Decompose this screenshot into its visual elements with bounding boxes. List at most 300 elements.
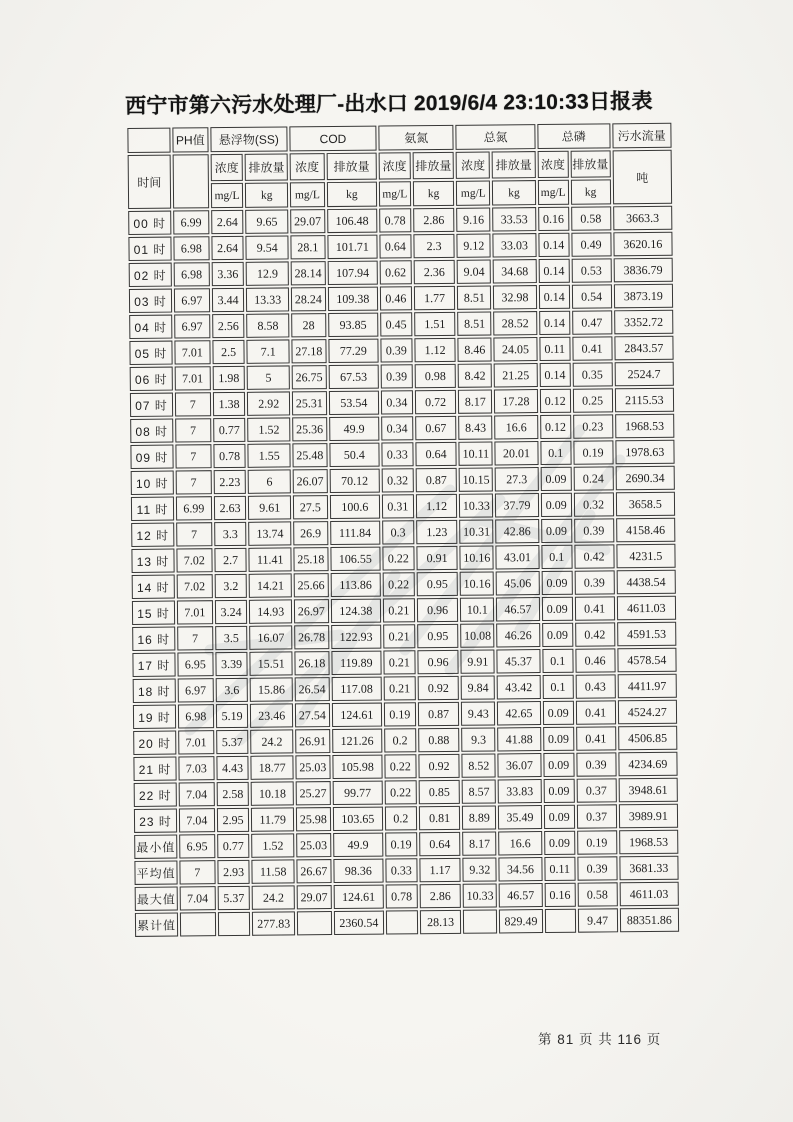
cell: 9.04 (457, 259, 491, 283)
cell: 2.3 (413, 234, 455, 258)
cell: 1968.53 (615, 414, 675, 439)
row-label: 12 时 (131, 523, 174, 547)
cell: 0.78 (379, 208, 411, 232)
cell: 26.75 (292, 365, 327, 389)
cell: 2.7 (214, 548, 247, 572)
row-label: 22 时 (134, 783, 177, 807)
cell: 3948.61 (618, 778, 678, 803)
cell: 10.18 (251, 781, 294, 805)
row-label: 13 时 (131, 549, 174, 573)
row-label: 累计值 (135, 913, 178, 937)
cell: 6.95 (179, 834, 215, 858)
cell: 10.11 (459, 441, 493, 465)
cell (386, 910, 418, 934)
cell: 43.42 (497, 675, 541, 699)
cell: 113.86 (330, 573, 380, 597)
cell: 10.1 (460, 597, 494, 621)
cell: 23.46 (250, 703, 293, 727)
cell: 34.56 (499, 857, 543, 881)
cell: 7 (176, 470, 212, 494)
cell: 70.12 (329, 469, 379, 493)
cell: 1.38 (213, 392, 246, 416)
cell: 45.06 (496, 571, 540, 595)
row-label: 08 时 (130, 419, 173, 443)
cell: 0.92 (418, 754, 460, 778)
cell: 15.86 (250, 677, 293, 701)
cell: 0.25 (572, 388, 612, 412)
row-label: 18 时 (133, 679, 176, 703)
cell: 36.07 (498, 753, 542, 777)
header-concentration: 浓度 (290, 153, 325, 180)
cell: 0.33 (385, 858, 417, 882)
table-row (129, 336, 673, 365)
cell: 0.67 (415, 416, 457, 440)
table-row (131, 544, 675, 573)
cell: 24.2 (250, 729, 293, 753)
cell: 0.1 (542, 675, 573, 699)
cell: 21.25 (494, 363, 538, 387)
cell: 26.91 (295, 729, 330, 753)
cell: 50.4 (329, 443, 379, 467)
cell: 0.45 (380, 312, 412, 336)
header-unit-mgl: mg/L (538, 180, 569, 205)
row-label: 最小值 (134, 835, 177, 859)
cell: 20.01 (495, 441, 539, 465)
cell: 0.33 (381, 442, 413, 466)
table-row (132, 648, 676, 677)
cell: 15.51 (250, 651, 293, 675)
table-row (134, 804, 678, 833)
cell: 0.37 (576, 804, 616, 828)
header-unit-kg: kg (245, 182, 288, 207)
cell: 0.12 (540, 389, 571, 413)
cell: 0.39 (380, 338, 412, 362)
cell: 49.9 (333, 833, 383, 857)
table-row (135, 882, 679, 911)
cell: 0.95 (417, 624, 459, 648)
cell: 8.46 (458, 337, 492, 361)
cell: 8.17 (458, 389, 492, 413)
cell: 13.33 (246, 287, 289, 311)
row-label: 10 时 (131, 471, 174, 495)
cell: 33.53 (492, 207, 536, 231)
table-row (129, 284, 673, 313)
cell: 0.42 (575, 622, 615, 646)
cell: 0.41 (572, 336, 612, 360)
cell: 0.96 (417, 598, 459, 622)
cell: 33.83 (498, 779, 542, 803)
table-row (134, 778, 678, 807)
header-flow: 污水流量 (612, 123, 672, 149)
table-row (133, 700, 677, 729)
cell: 0.58 (571, 206, 611, 230)
cell: 7.03 (178, 756, 214, 780)
cell: 100.6 (330, 495, 380, 519)
cell: 7.02 (176, 548, 212, 572)
cell: 0.21 (383, 598, 415, 622)
cell: 106.55 (330, 547, 380, 571)
row-label: 11 时 (131, 497, 174, 521)
row-label: 17 时 (132, 653, 175, 677)
cell: 0.09 (544, 805, 575, 829)
cell: 0.46 (380, 286, 412, 310)
cell: 3836.79 (613, 258, 673, 283)
header-unit-kg: kg (492, 180, 536, 205)
cell: 8.42 (458, 363, 492, 387)
cell: 0.1 (542, 649, 573, 673)
cell: 121.26 (332, 729, 382, 753)
cell: 117.08 (331, 677, 381, 701)
cell: 17.28 (494, 389, 538, 413)
cell: 6 (248, 469, 291, 493)
cell: 0.09 (543, 701, 574, 725)
row-label: 19 时 (133, 705, 176, 729)
cell: 1.98 (212, 366, 245, 390)
row-label: 02 时 (129, 263, 172, 287)
cell: 0.21 (383, 650, 415, 674)
cell: 0.14 (539, 311, 570, 335)
cell (297, 911, 332, 935)
cell: 0.72 (415, 390, 457, 414)
cell: 0.31 (382, 494, 414, 518)
cell: 9.65 (245, 209, 288, 233)
cell: 10.33 (459, 493, 493, 517)
cell: 7 (175, 392, 211, 416)
cell: 0.42 (574, 544, 614, 568)
cell: 9.91 (461, 649, 495, 673)
cell: 24.05 (494, 337, 538, 361)
table-row (133, 726, 677, 755)
cell: 25.27 (296, 781, 331, 805)
cell: 8.58 (246, 313, 289, 337)
row-label: 20 时 (133, 731, 176, 755)
cell: 7.01 (174, 340, 210, 364)
cell: 13.74 (248, 521, 291, 545)
cell: 16.07 (249, 625, 292, 649)
cell: 25.98 (296, 807, 331, 831)
cell: 6.98 (174, 262, 210, 286)
cell: 28.13 (420, 910, 462, 934)
header-ph: PH值 (172, 127, 208, 152)
row-label: 03 时 (129, 289, 172, 313)
cell: 2.58 (216, 782, 249, 806)
cell: 0.12 (540, 415, 571, 439)
cell: 1.12 (416, 494, 458, 518)
cell: 3.2 (214, 574, 247, 598)
cell: 5.19 (216, 704, 249, 728)
cell: 26.18 (294, 651, 329, 675)
cell: 28 (291, 313, 326, 337)
cell: 8.51 (458, 311, 492, 335)
cell: 0.53 (571, 258, 611, 282)
cell: 16.6 (498, 831, 542, 855)
cell: 1.12 (414, 338, 456, 362)
cell: 4231.5 (616, 544, 676, 569)
header-flow-unit: 吨 (612, 150, 672, 205)
cell: 27.18 (291, 339, 326, 363)
cell: 2.23 (213, 470, 246, 494)
table-row (128, 232, 672, 261)
header-unit-mgl: mg/L (211, 183, 244, 208)
cell: 46.57 (499, 883, 543, 907)
cell: 0.98 (414, 364, 456, 388)
cell: 1.51 (414, 312, 456, 336)
cell: 25.48 (292, 443, 327, 467)
cell: 0.22 (382, 546, 414, 570)
table-row (134, 830, 678, 859)
report-sheet (125, 85, 681, 939)
cell: 7.04 (180, 886, 216, 910)
cell: 5.37 (216, 730, 249, 754)
table-row (131, 492, 675, 521)
cell: 29.07 (290, 209, 325, 233)
cell: 6.97 (174, 288, 210, 312)
cell: 0.35 (572, 362, 612, 386)
cell: 10.08 (461, 623, 495, 647)
cell: 11.41 (249, 547, 292, 571)
cell: 49.9 (329, 417, 379, 441)
cell: 2.5 (212, 340, 245, 364)
cell: 6.98 (178, 704, 214, 728)
header-concentration: 浓度 (456, 152, 490, 179)
cell: 9.84 (461, 675, 495, 699)
cell (545, 909, 576, 933)
cell: 25.03 (295, 755, 330, 779)
cell: 0.78 (386, 884, 418, 908)
table-row (130, 388, 674, 417)
table-body (128, 206, 679, 937)
row-label: 01 时 (128, 237, 171, 261)
cell: 0.41 (576, 726, 616, 750)
cell: 7.04 (179, 808, 215, 832)
cell: 3.5 (215, 626, 248, 650)
cell: 1968.53 (619, 830, 679, 855)
table-row (133, 752, 677, 781)
cell: 5 (247, 365, 290, 389)
cell: 4578.54 (617, 648, 677, 673)
header-unit-mgl: mg/L (456, 180, 490, 205)
header-group-ss: 悬浮物(SS) (210, 126, 288, 152)
cell: 43.01 (496, 545, 540, 569)
cell: 14.21 (249, 573, 292, 597)
table-row (133, 674, 677, 703)
cell: 0.47 (572, 310, 612, 334)
cell: 46.57 (496, 597, 540, 621)
cell: 0.09 (544, 831, 575, 855)
cell: 88351.86 (620, 908, 680, 933)
cell: 0.19 (577, 830, 617, 854)
cell: 124.61 (332, 703, 382, 727)
cell: 10.16 (460, 571, 494, 595)
cell: 0.09 (543, 779, 574, 803)
cell: 7.1 (247, 339, 290, 363)
cell: 7 (176, 522, 212, 546)
cell: 2360.54 (334, 911, 384, 935)
cell: 0.24 (573, 466, 613, 490)
cell: 0.11 (539, 337, 570, 361)
header-group-nh3: 氨氮 (378, 125, 454, 151)
cell: 10.31 (460, 519, 494, 543)
row-label: 15 时 (132, 601, 175, 625)
cell: 9.47 (577, 908, 617, 932)
cell: 5.37 (217, 886, 250, 910)
cell: 1.77 (414, 286, 456, 310)
row-label: 平均值 (134, 861, 177, 885)
cell: 107.94 (327, 261, 377, 285)
cell: 4.43 (216, 756, 249, 780)
cell: 3681.33 (619, 856, 679, 881)
cell: 1.55 (248, 443, 291, 467)
cell (463, 909, 497, 933)
cell: 6.95 (177, 652, 213, 676)
table-row (130, 414, 674, 443)
cell: 0.1 (541, 545, 572, 569)
cell: 2.95 (217, 808, 250, 832)
cell: 7 (175, 444, 211, 468)
header-emission: 排放量 (492, 151, 536, 178)
cell: 0.1 (540, 441, 571, 465)
cell: 0.77 (213, 418, 246, 442)
cell: 26.97 (294, 599, 329, 623)
header-unit-mgl: mg/L (379, 181, 411, 206)
row-label: 16 时 (132, 627, 175, 651)
cell: 7 (177, 626, 213, 650)
cell: 0.23 (573, 414, 613, 438)
cell: 0.39 (577, 856, 617, 880)
header-emission: 排放量 (412, 152, 454, 179)
row-label: 14 时 (132, 575, 175, 599)
cell: 0.22 (384, 754, 416, 778)
header-group-tp: 总磷 (537, 123, 610, 149)
row-label: 09 时 (130, 445, 173, 469)
cell: 2.92 (247, 391, 290, 415)
cell: 122.93 (331, 625, 381, 649)
cell: 2.86 (419, 884, 461, 908)
row-label: 07 时 (130, 393, 173, 417)
cell: 3352.72 (614, 310, 674, 335)
cell: 6.98 (173, 236, 209, 260)
cell: 0.09 (541, 493, 572, 517)
cell: 9.12 (457, 233, 491, 257)
cell: 3.36 (211, 262, 244, 286)
cell: 35.49 (498, 805, 542, 829)
table-row (132, 622, 676, 651)
cell: 33.03 (493, 233, 537, 257)
cell: 8.51 (457, 285, 491, 309)
table-row (132, 570, 676, 599)
cell: 0.58 (577, 882, 617, 906)
cell: 0.21 (383, 624, 415, 648)
cell: 9.3 (462, 727, 496, 751)
cell: 0.85 (418, 780, 460, 804)
cell: 0.39 (576, 752, 616, 776)
cell: 14.93 (249, 599, 292, 623)
cell: 25.31 (292, 391, 327, 415)
cell: 0.09 (543, 727, 574, 751)
cell: 4524.27 (618, 700, 678, 725)
cell: 0.19 (384, 702, 416, 726)
cell: 0.87 (415, 468, 457, 492)
cell: 0.39 (574, 518, 614, 542)
cell: 4506.85 (618, 726, 678, 751)
cell: 111.84 (330, 521, 380, 545)
cell: 277.83 (252, 911, 295, 935)
cell: 32.98 (493, 285, 537, 309)
cell: 16.6 (494, 415, 538, 439)
cell: 0.64 (379, 234, 411, 258)
cell: 101.71 (327, 235, 377, 259)
table-row (131, 518, 675, 547)
cell: 25.03 (296, 833, 331, 857)
cell: 2.64 (211, 236, 244, 260)
header-concentration: 浓度 (537, 151, 568, 178)
cell: 0.09 (541, 571, 572, 595)
cell: 0.11 (544, 857, 575, 881)
header-corner-cell (127, 128, 170, 153)
header-group-cod: COD (289, 126, 376, 152)
cell: 0.41 (575, 700, 615, 724)
cell: 93.85 (328, 313, 378, 337)
cell (180, 912, 216, 936)
cell: 24.2 (252, 885, 295, 909)
cell: 3989.91 (619, 804, 679, 829)
cell: 0.88 (418, 728, 460, 752)
cell: 9.32 (463, 857, 497, 881)
cell: 0.19 (573, 440, 613, 464)
cell: 37.79 (495, 493, 539, 517)
cell: 6.99 (176, 496, 212, 520)
cell: 0.32 (573, 492, 613, 516)
cell: 3873.19 (614, 284, 674, 309)
cell: 53.54 (329, 391, 379, 415)
row-label: 21 时 (133, 757, 176, 781)
cell: 0.3 (382, 520, 414, 544)
cell: 106.48 (327, 209, 377, 233)
cell: 0.09 (543, 753, 574, 777)
cell: 42.65 (497, 701, 541, 725)
cell: 45.37 (497, 649, 541, 673)
table-row (135, 908, 679, 937)
cell: 7.04 (179, 782, 215, 806)
cell: 7.01 (177, 600, 213, 624)
cell: 9.61 (248, 495, 291, 519)
cell: 109.38 (328, 287, 378, 311)
cell: 26.78 (294, 625, 329, 649)
cell: 3.39 (215, 652, 248, 676)
cell: 0.46 (575, 648, 615, 672)
cell: 27.5 (293, 495, 328, 519)
cell: 1.52 (251, 833, 294, 857)
cell: 0.22 (385, 780, 417, 804)
cell: 7.02 (177, 574, 213, 598)
cell: 0.14 (538, 233, 569, 257)
cell: 8.57 (462, 779, 496, 803)
cell: 2.93 (217, 860, 250, 884)
header-concentration: 浓度 (379, 152, 411, 179)
cell: 0.64 (415, 442, 457, 466)
cell: 7 (175, 418, 211, 442)
cell: 29.07 (297, 885, 332, 909)
table-row (131, 466, 675, 495)
cell: 0.92 (417, 676, 459, 700)
row-label: 23 时 (134, 809, 177, 833)
cell: 0.22 (383, 572, 415, 596)
cell: 0.41 (574, 596, 614, 620)
cell: 7.01 (175, 366, 211, 390)
cell: 0.2 (385, 806, 417, 830)
header-unit-mgl: mg/L (290, 182, 325, 207)
cell: 0.34 (381, 416, 413, 440)
